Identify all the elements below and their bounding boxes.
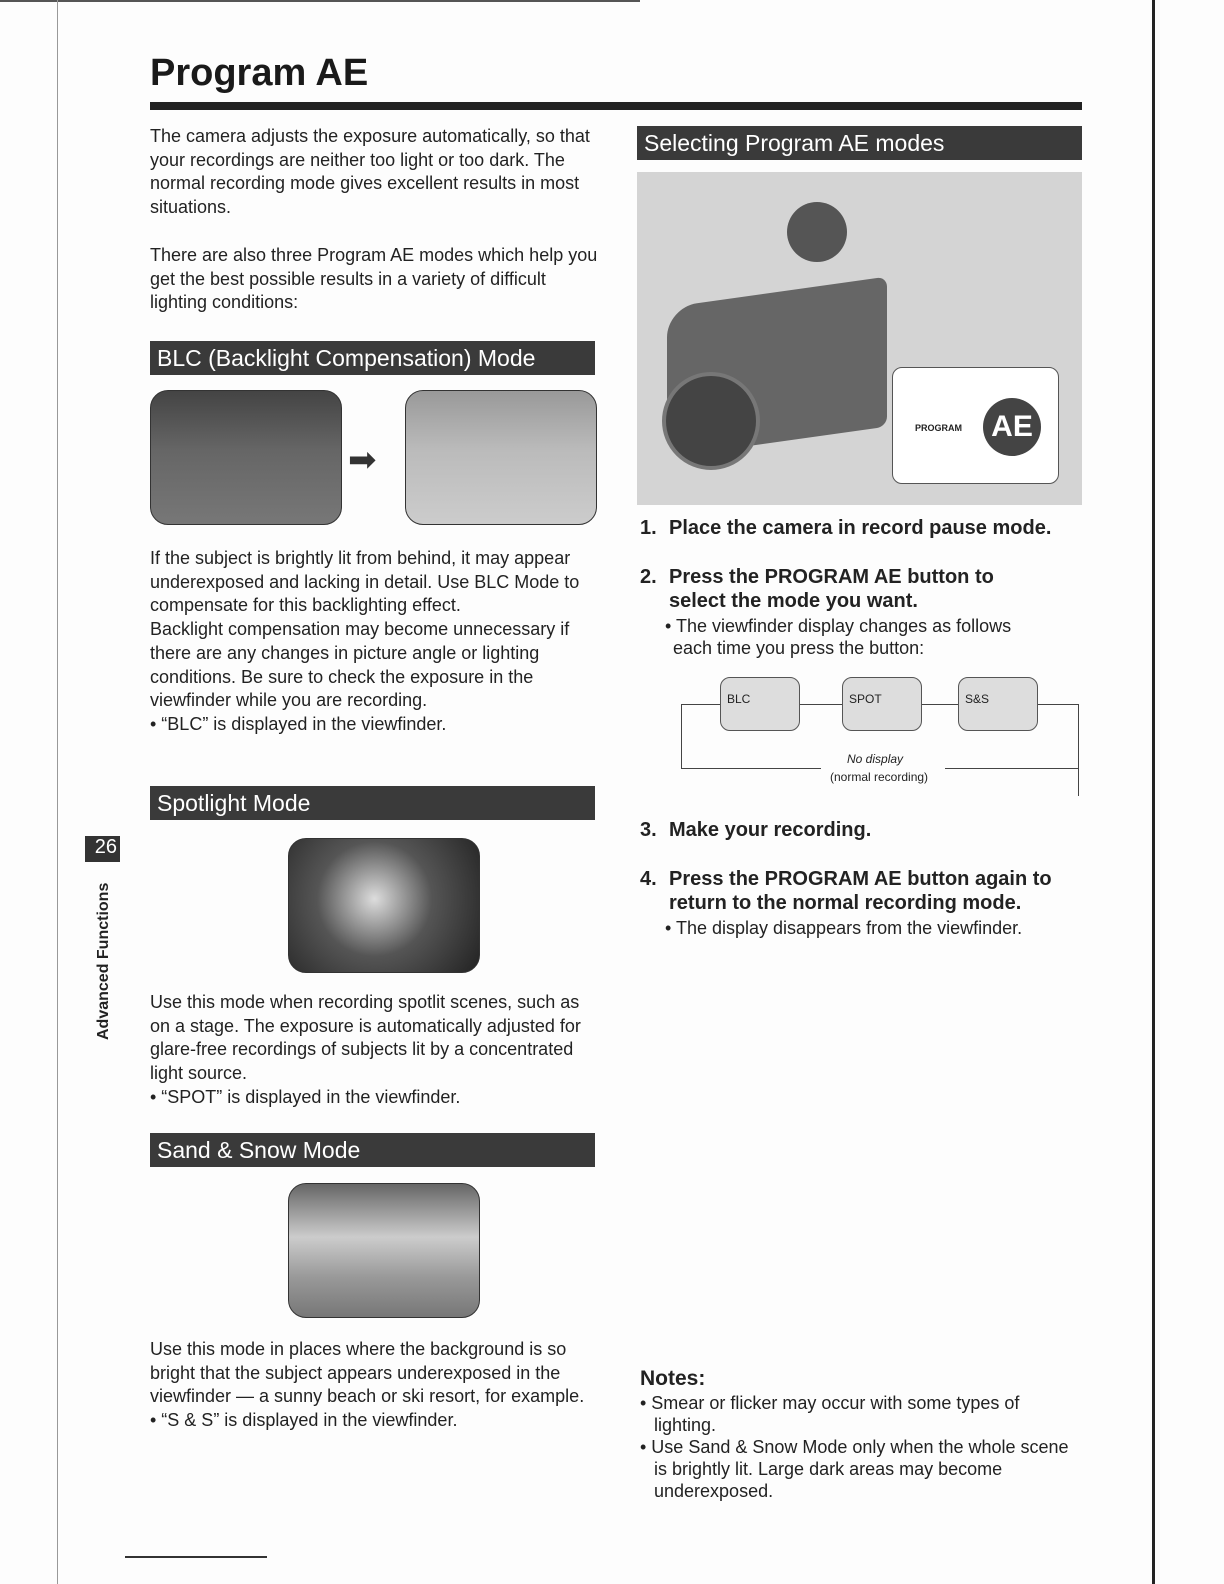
note-item: • Smear or flicker may occur with some types of lighting. [640,1393,1020,1435]
ae-button: AE [983,398,1041,456]
selecting-heading: Selecting Program AE modes [637,126,1082,160]
mode-box-spot: SPOT [842,677,922,731]
step-number: 1. [640,517,657,539]
step-note: • The display disappears from the viewfinder. [665,918,1023,938]
sand-snow-photo [288,1183,480,1318]
section-label: Advanced Functions [95,882,112,1040]
notes-heading: Notes: [640,1367,706,1390]
normal-recording-label: (normal recording) [830,770,929,784]
step-text: Press the PROGRAM AE button again to return to the normal recording mode. [669,868,1052,914]
scan-edge-left [57,0,58,1584]
viewfinder-icon [787,202,847,262]
sand-text: Use this mode in places where the background is so bright that the subject appears underexposed in the viewfinder — a sunny beach or ski resort, for example. [150,1339,585,1407]
lens-icon [662,372,760,470]
connector-line [681,768,821,769]
scan-edge-top [0,0,640,2]
blc-text: If the subject is brightly lit from behind, it may appear underexposed and lacking in detail. Use BLC Mode to compensate for this backlighting effect. [150,548,580,616]
arrow-right-icon: ➡ [348,441,377,479]
program-ae-callout [892,367,1059,484]
connector-line [922,704,958,705]
step-number: 2. [640,566,657,588]
blc-text: Backlight compensation may become unnecessary if there are any changes in picture angle or lighting conditions. Be sure to check the exposure in the viewfinder while you are recording. [150,619,570,711]
page-title: Program AE [150,52,369,94]
connector-line [1038,704,1078,705]
no-display-label: No display [847,752,904,766]
spot-text: • “SPOT” is displayed in the viewfinder. [150,1086,461,1107]
camera-illustration [637,172,1082,505]
blc-heading: BLC (Backlight Compensation) Mode [150,341,595,375]
intro-paragraph: The camera adjusts the exposure automatically, so that your recordings are neither too light or too dark. The normal recording mode gives excellent results in most situations. [150,126,590,218]
note-item: • Use Sand & Snow Mode only when the whole scene is brightly lit. Large dark areas may become underexposed. [640,1437,1069,1501]
sand-text: • “S & S” is displayed in the viewfinder. [150,1410,458,1431]
step-number: 3. [640,819,657,841]
connector-line [681,704,682,769]
connector-line [1078,704,1079,796]
connector-line [681,704,720,705]
step-text: Make your recording. [669,819,872,841]
step-note: • The viewfinder display changes as follows each time you press the button: [665,616,1012,658]
step-text: Place the camera in record pause mode. [669,517,1052,539]
sand-snow-heading: Sand & Snow Mode [150,1133,595,1167]
spot-text: Use this mode when recording spotlit scenes, such as on a stage. The exposure is automatically adjusted for glare-free recordings of subjects lit by a concentrated light source. [150,992,581,1084]
blc-before-photo [150,390,342,525]
mode-box-ss: S&S [958,677,1038,731]
scan-edge-right [1152,0,1155,1584]
blc-after-photo [405,390,597,525]
page-number: 26 [85,836,120,862]
connector-line [945,768,1079,769]
blc-text: • “BLC” is displayed in the viewfinder. [150,713,447,734]
step-number: 4. [640,868,657,890]
connector-line [800,704,842,705]
footer-rule [125,1556,267,1558]
program-label: PROGRAM [915,423,962,433]
step-text: Press the PROGRAM AE button to select the mode you want. [669,566,994,612]
spotlight-photo [288,838,480,973]
spotlight-heading: Spotlight Mode [150,786,595,820]
title-rule [150,102,1082,110]
mode-box-blc: BLC [720,677,800,731]
intro-paragraph: There are also three Program AE modes which help you get the best possible results in a variety of difficult lighting conditions: [150,245,598,313]
mode-cycle-diagram [670,670,1090,800]
